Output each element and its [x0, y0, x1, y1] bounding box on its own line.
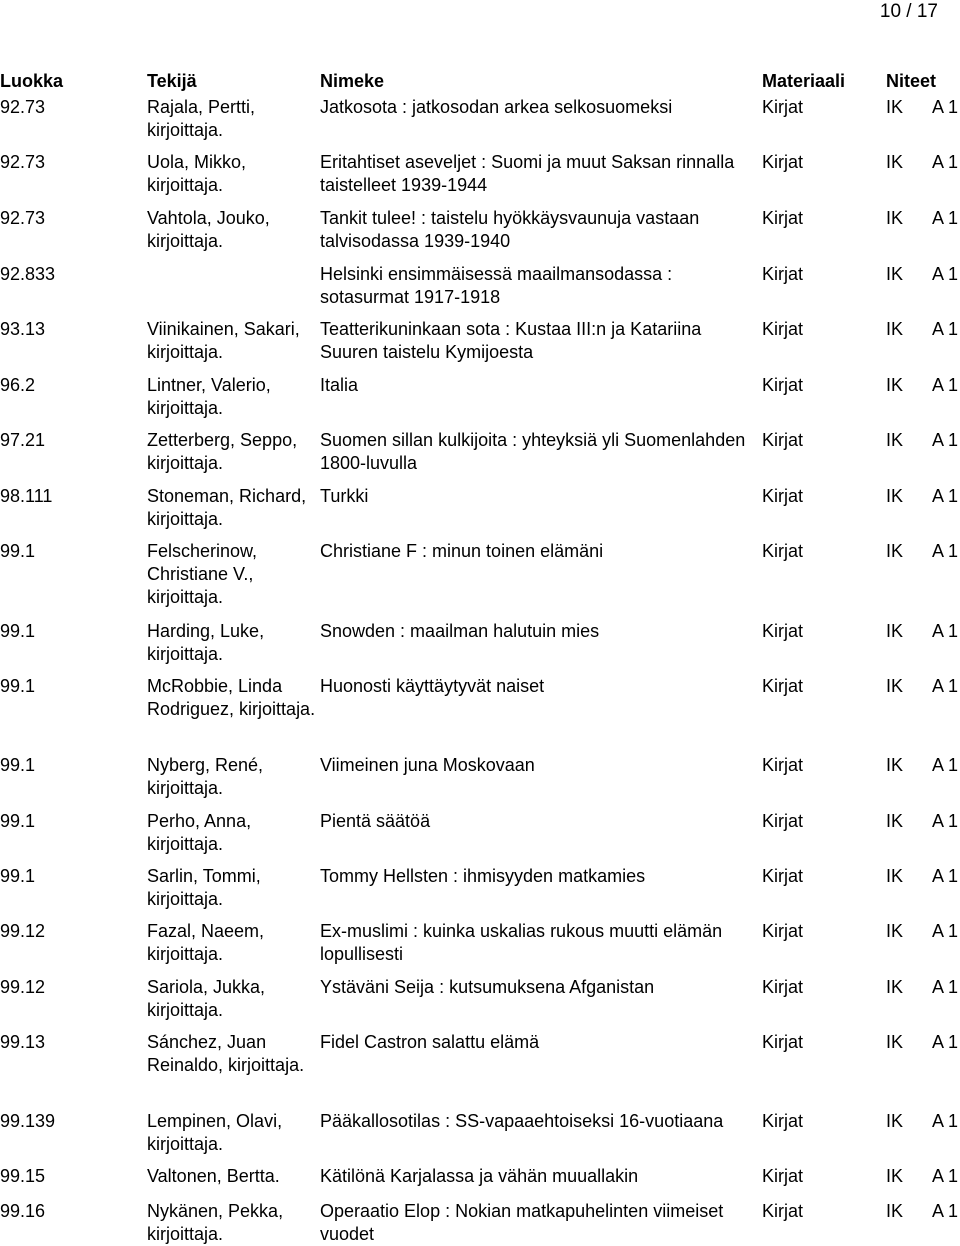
cell-niteet-count: A 1 [932, 319, 959, 339]
cell-nimeke: Tommy Hellsten : ihmisyyden matkamies [320, 866, 646, 886]
cell-tekija: Zetterberg, Seppo, kirjoittaja. [147, 430, 298, 473]
header-niteet: Niteet [886, 71, 937, 91]
cell-niteet-count: A 1 [932, 921, 959, 941]
cell-niteet-count: A 1 [932, 977, 959, 997]
cell-niteet-count: A 1 [932, 676, 959, 696]
cell-materiaali: Kirjat [762, 866, 804, 886]
cell-nimeke: Fidel Castron salattu elämä [320, 1032, 540, 1052]
cell-luokka: 92.833 [0, 264, 56, 284]
cell-materiaali: Kirjat [762, 375, 804, 395]
cell-niteet-count: A 1 [932, 1201, 959, 1221]
cell-niteet-location: IK [886, 1032, 904, 1052]
cell-tekija: Vahtola, Jouko, kirjoittaja. [147, 208, 270, 251]
cell-luokka: 99.1 [0, 811, 36, 831]
cell-materiaali: Kirjat [762, 1111, 804, 1131]
cell-materiaali: Kirjat [762, 1166, 804, 1186]
cell-luokka: 99.1 [0, 621, 36, 641]
cell-niteet-count: A 1 [932, 486, 959, 506]
cell-nimeke: Viimeinen juna Moskovaan [320, 755, 535, 775]
cell-niteet-count: A 1 [932, 621, 959, 641]
cell-niteet-location: IK [886, 977, 904, 997]
cell-materiaali: Kirjat [762, 541, 804, 561]
cell-materiaali: Kirjat [762, 152, 804, 172]
header-nimeke: Nimeke [320, 71, 385, 91]
cell-niteet-location: IK [886, 866, 904, 886]
cell-tekija: Nyberg, René, kirjoittaja. [147, 755, 264, 798]
cell-luokka: 99.16 [0, 1201, 46, 1221]
header-materiaali: Materiaali [762, 71, 846, 91]
cell-niteet-location: IK [886, 430, 904, 450]
cell-luokka: 97.21 [0, 430, 46, 450]
cell-materiaali: Kirjat [762, 1032, 804, 1052]
header-tekija: Tekijä [147, 71, 197, 91]
cell-materiaali: Kirjat [762, 486, 804, 506]
cell-niteet-location: IK [886, 755, 904, 775]
cell-tekija: Sánchez, Juan Reinaldo, kirjoittaja. [147, 1032, 305, 1075]
cell-materiaali: Kirjat [762, 208, 804, 228]
cell-nimeke: Italia [320, 375, 359, 395]
cell-niteet-location: IK [886, 486, 904, 506]
cell-niteet-count: A 1 [932, 430, 959, 450]
cell-niteet-count: A 1 [932, 264, 959, 284]
cell-materiaali: Kirjat [762, 97, 804, 117]
cell-nimeke: Tankit tulee! : taistelu hyökkäysvaunuja vastaan talvisodassa 1939-1940 [320, 208, 700, 251]
cell-niteet-count: A 1 [932, 811, 959, 831]
cell-niteet-location: IK [886, 1166, 904, 1186]
cell-niteet-location: IK [886, 208, 904, 228]
cell-nimeke: Huonosti käyttäytyvät naiset [320, 676, 545, 696]
cell-luokka: 93.13 [0, 319, 46, 339]
cell-niteet-location: IK [886, 152, 904, 172]
cell-niteet-count: A 1 [932, 1032, 959, 1052]
cell-luokka: 96.2 [0, 375, 36, 395]
cell-nimeke: Turkki [320, 486, 369, 506]
cell-tekija: McRobbie, Linda Rodriguez, kirjoittaja. [147, 676, 316, 719]
cell-niteet-count: A 1 [932, 1111, 959, 1131]
cell-nimeke: Helsinki ensimmäisessä maailmansodassa : sotasurmat 1917-1918 [320, 264, 673, 307]
cell-luokka: 99.1 [0, 866, 36, 886]
cell-materiaali: Kirjat [762, 1201, 804, 1221]
cell-tekija: Harding, Luke, kirjoittaja. [147, 621, 265, 664]
cell-luokka: 99.12 [0, 921, 46, 941]
cell-niteet-count: A 1 [932, 755, 959, 775]
cell-luokka: 92.73 [0, 97, 46, 117]
cell-niteet-location: IK [886, 676, 904, 696]
cell-nimeke: Eritahtiset aseveljet : Suomi ja muut Saksan rinnalla taistelleet 1939-1944 [320, 152, 735, 195]
cell-niteet-count: A 1 [932, 208, 959, 228]
cell-nimeke: Pääkallosotilas : SS-vapaaehtoiseksi 16-vuotiaana [320, 1111, 724, 1131]
cell-materiaali: Kirjat [762, 676, 804, 696]
cell-niteet-location: IK [886, 621, 904, 641]
cell-tekija: Valtonen, Bertta. [147, 1166, 280, 1186]
cell-nimeke: Teatterikuninkaan sota : Kustaa III:n ja Katariina Suuren taistelu Kymijoesta [320, 319, 702, 362]
cell-luokka: 92.73 [0, 152, 46, 172]
cell-nimeke: Operaatio Elop : Nokian matkapuhelinten viimeiset vuodet [320, 1201, 724, 1244]
cell-tekija: Stoneman, Richard, kirjoittaja. [147, 486, 307, 529]
cell-tekija: Lintner, Valerio, kirjoittaja. [147, 375, 271, 418]
cell-materiaali: Kirjat [762, 977, 804, 997]
cell-luokka: 99.1 [0, 676, 36, 696]
cell-tekija: Sariola, Jukka, kirjoittaja. [147, 977, 266, 1020]
cell-tekija: Uola, Mikko, kirjoittaja. [147, 152, 247, 195]
cell-nimeke: Ex-muslimi : kuinka uskalias rukous muutti elämän lopullisesti [320, 921, 723, 964]
cell-luokka: 99.1 [0, 541, 36, 561]
cell-tekija: Sarlin, Tommi, kirjoittaja. [147, 866, 261, 909]
cell-materiaali: Kirjat [762, 755, 804, 775]
cell-luokka: 99.139 [0, 1111, 56, 1131]
cell-niteet-location: IK [886, 921, 904, 941]
cell-luokka: 99.12 [0, 977, 46, 997]
cell-niteet-count: A 1 [932, 866, 959, 886]
cell-tekija: Nykänen, Pekka, kirjoittaja. [147, 1201, 284, 1244]
cell-materiaali: Kirjat [762, 264, 804, 284]
cell-niteet-count: A 1 [932, 541, 959, 561]
cell-materiaali: Kirjat [762, 621, 804, 641]
cell-tekija: Fazal, Naeem, kirjoittaja. [147, 921, 265, 964]
cell-nimeke: Snowden : maailman halutuin mies [320, 621, 600, 641]
cell-luokka: 99.15 [0, 1166, 46, 1186]
cell-luokka: 99.13 [0, 1032, 46, 1052]
cell-niteet-location: IK [886, 1201, 904, 1221]
cell-materiaali: Kirjat [762, 430, 804, 450]
cell-nimeke: Pientä säätöä [320, 811, 431, 831]
cell-materiaali: Kirjat [762, 319, 804, 339]
cell-materiaali: Kirjat [762, 811, 804, 831]
header-luokka: Luokka [0, 71, 64, 91]
cell-niteet-count: A 1 [932, 152, 959, 172]
cell-niteet-location: IK [886, 541, 904, 561]
cell-nimeke: Ystäväni Seija : kutsumuksena Afganistan [320, 977, 655, 997]
cell-luokka: 99.1 [0, 755, 36, 775]
cell-nimeke: Kätilönä Karjalassa ja vähän muuallakin [320, 1166, 639, 1186]
cell-niteet-location: IK [886, 264, 904, 284]
cell-nimeke: Suomen sillan kulkijoita : yhteyksiä yli Suomenlahden 1800-luvulla [320, 430, 746, 473]
cell-niteet-location: IK [886, 319, 904, 339]
cell-materiaali: Kirjat [762, 921, 804, 941]
cell-tekija: Rajala, Pertti, kirjoittaja. [147, 97, 256, 140]
page-number: 10 / 17 [879, 1, 938, 22]
cell-tekija: Perho, Anna, kirjoittaja. [147, 811, 252, 854]
cell-luokka: 92.73 [0, 208, 46, 228]
cell-nimeke: Jatkosota : jatkosodan arkea selkosuomeksi [320, 97, 673, 117]
table-header [0, 70, 960, 93]
cell-niteet-location: IK [886, 1111, 904, 1131]
cell-niteet-location: IK [886, 811, 904, 831]
cell-nimeke: Christiane F : minun toinen elämäni [320, 541, 604, 561]
cell-niteet-location: IK [886, 97, 904, 117]
cell-niteet-location: IK [886, 375, 904, 395]
cell-niteet-count: A 1 [932, 97, 959, 117]
cell-tekija: Viinikainen, Sakari, kirjoittaja. [147, 319, 300, 362]
cell-luokka: 98.111 [0, 486, 53, 506]
cell-tekija: Felscherinow, Christiane V., kirjoittaja. [147, 541, 258, 607]
cell-niteet-count: A 1 [932, 375, 959, 395]
cell-tekija: Lempinen, Olavi, kirjoittaja. [147, 1111, 283, 1154]
cell-niteet-count: A 1 [932, 1166, 959, 1186]
